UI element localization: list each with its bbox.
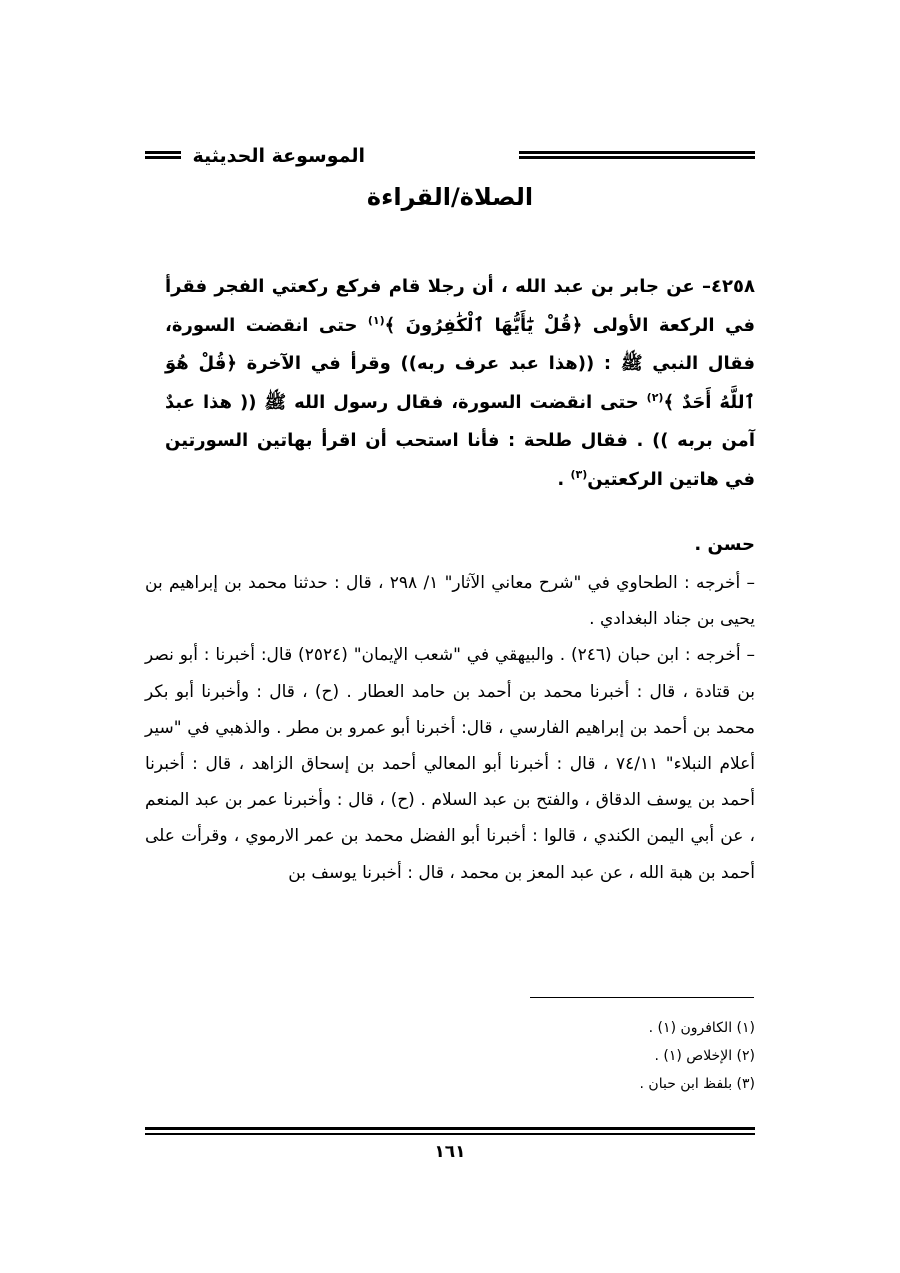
running-header	[145, 144, 755, 168]
footnote-ref-1[interactable]: (١)	[367, 313, 385, 327]
takhrij-paragraph: – أخرجه : الطحاوي في "شرح معاني الآثار" ١/ ٢٩٨ ، قال : حدثنا محمد بن إبراهيم بن يحيى بن جناد البغدادي .	[145, 573, 756, 630]
header-title: الموسوعة الحديثية	[192, 145, 365, 167]
hadith-part-3: حتى انقضت السورة، فقال رسول الله ﷺ (( هذا عبدٌ آمن بربه )) . فقال طلحة : فأنا استحب أن اقرأ بهاتين السورتين في هاتين الركعتين	[165, 391, 755, 490]
footnote-separator	[530, 997, 754, 998]
header-rule-left	[145, 151, 181, 154]
footnotes	[145, 1014, 755, 1098]
footnote-item: (٢) الإخلاص (١) .	[654, 1048, 755, 1064]
footer-rule	[145, 1127, 755, 1130]
header-rule-left-2	[145, 156, 181, 159]
footnote-ref-3[interactable]: (٣)	[570, 467, 588, 481]
hadith-grade: حسن .	[694, 534, 755, 555]
takhrij-text	[145, 565, 755, 891]
page-number: ١٦١	[434, 1142, 466, 1162]
hadith-part-1: ٤٢٥٨– عن جابر بن عبد الله ، أن رجلا قام فركع ركعتي الفجر فقرأ في الركعة الأولى ﴿قُلْ يَٰٓأَيُّهَا ٱلْكَٰفِرُونَ ﴾	[165, 276, 755, 336]
header-rule-right	[519, 151, 755, 154]
takhrij-paragraph: – أخرجه : ابن حبان (٢٤٦) . والبيهقي في "شعب الإيمان" (٢٥٢٤) قال: أخبرنا : أبو نصر بن قتادة ، قال : أخبرنا محمد بن أحمد بن حامد العطار . (ح) ، قال : وأخبرنا أبو بكر محمد بن أحمد بن إبراهيم الفارسي ، قال: أخبرنا أبو عمرو بن مطر . والذهبي في "سير أعلام النبلاء" ٧٤/١١ ، قال : أخبرنا أبو المعالي أحمد بن إسحاق الزاهد ، قال : أخبرنا أحمد بن يوسف الدقاق ، والفتح بن عبد السلام . (ح) ، قال : وأخبرنا عمر بن عبد المنعم ، عن أبي اليمن الكندي ، قالوا : أخبرنا أبو الفضل محمد بن عمر الارموي ، وقرأت على أحمد بن هبة الله ، عن عبد المعز بن محمد ، قال : أخبرنا يوسف بن	[145, 645, 755, 883]
hadith-part-2: حتى انقضت السورة، فقال النبي ﷺ : ((هذا عبد عرف ربه)) وقرأ في الآخرة ﴿قُلْ هُوَ ٱللَّهُ أَحَدٌ ﴾	[165, 314, 755, 413]
header-rule-right-2	[519, 156, 755, 159]
footnote-ref-2[interactable]: (٢)	[646, 390, 664, 404]
footnote-item: (٣) بلفظ ابن حبان .	[639, 1076, 755, 1092]
footer-rule-2	[145, 1133, 755, 1135]
hadith-end: .	[557, 468, 571, 490]
section-title: الصلاة/القراءة	[366, 183, 534, 211]
hadith-text	[165, 268, 755, 499]
footnote-item: (١) الكافرون (١) .	[648, 1020, 755, 1036]
